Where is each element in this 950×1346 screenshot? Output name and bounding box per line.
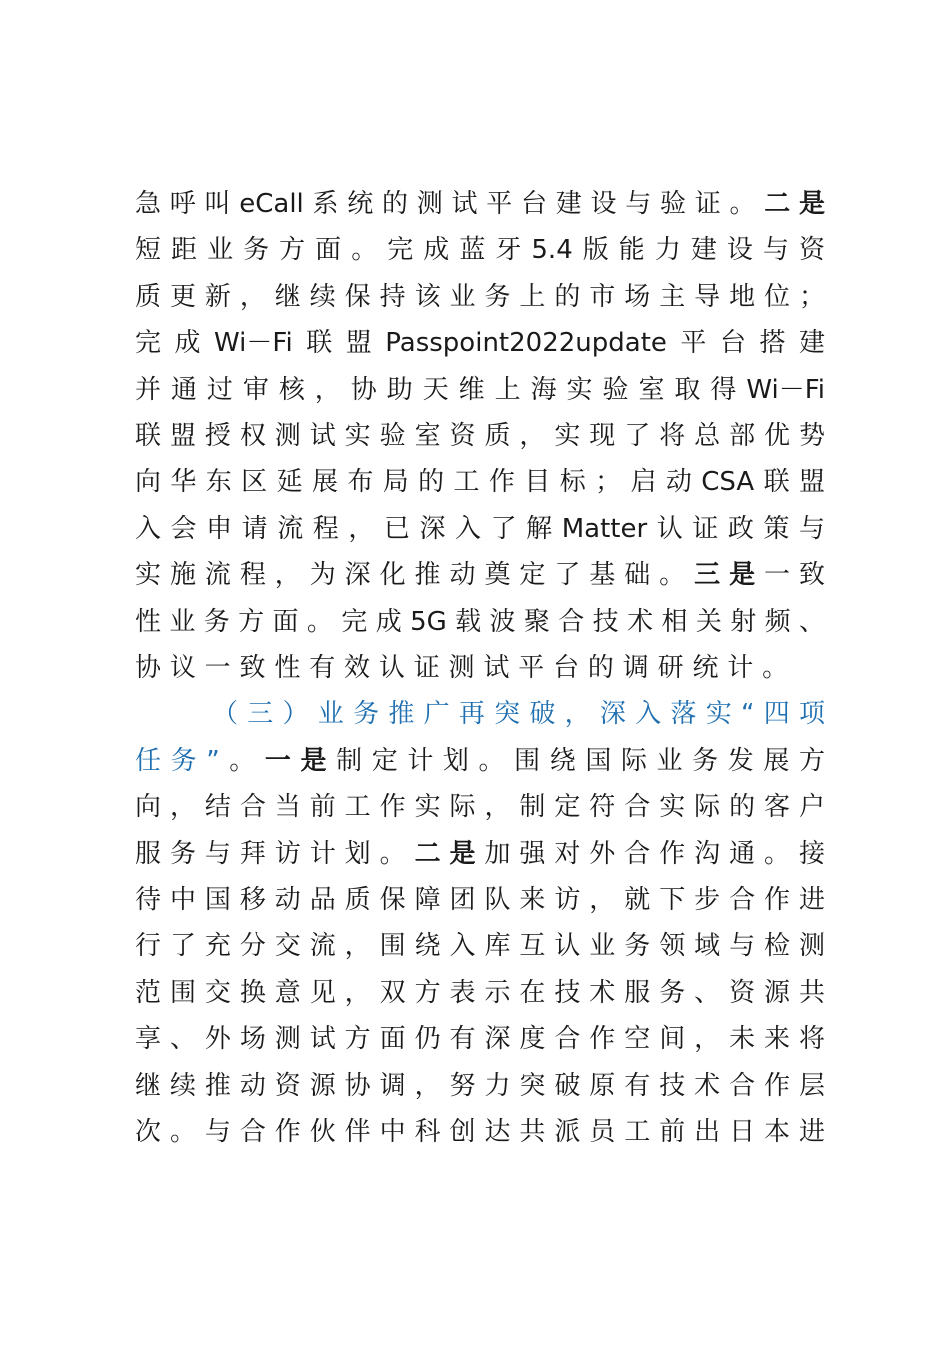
text-line [135,1019,825,1059]
text-line [212,694,825,734]
text-line [135,741,825,781]
text-line [135,602,825,642]
text-segment: 入会申请流程，已深入了解Matter认证政策与 [135,514,825,544]
text-line [135,509,825,549]
text-line [135,880,825,920]
text-line [135,462,825,502]
text-segment: 急呼叫eCall系统的测试平台建设与验证。 [135,189,765,219]
text-line [135,323,825,363]
section-heading: 任务” [135,746,220,776]
text-line [135,370,825,410]
text-segment: 联盟授权测试实验室资质，实现了将总部优势 [135,421,825,451]
text-segment: 服务与拜访计划。 [135,839,415,869]
text-segment: 加强对外合作沟通。接 [484,839,825,869]
text-line [135,926,825,966]
text-segment: 继续推动资源协调，努力突破原有技术合作层 [135,1071,825,1101]
text-segment: 享、外场测试方面仍有深度合作空间，未来将 [135,1024,825,1054]
text-segment: 性业务方面。完成5G载波聚合技术相关射频、 [135,607,825,637]
text-line [135,230,825,270]
section-heading: （三）业务推广再突破，深入落实“四项 [212,699,825,729]
text-segment: 完成Wi－Fi联盟Passpoint2022update平台搭建 [135,328,825,358]
text-line [135,787,825,827]
text-line [135,416,825,456]
text-line [135,277,825,317]
text-line [135,1112,825,1152]
text-line [135,555,825,595]
text-segment: 。 [219,746,265,776]
bold-keyword: 二是 [414,839,485,869]
text-segment: 并通过审核，协助天维上海实验室取得Wi－Fi [135,375,825,405]
text-segment: 短距业务方面。完成蓝牙5.4版能力建设与资 [135,235,825,265]
text-line [135,1066,825,1106]
bold-keyword: 三是 [694,560,765,590]
text-line [135,973,825,1013]
text-segment: 向华东区延展布局的工作目标；启动CSA联盟 [135,467,825,497]
text-line [135,184,825,224]
text-segment: 制定计划。围绕国际业务发展方 [336,746,825,776]
text-segment: 范围交换意见，双方表示在技术服务、资源共 [135,978,825,1008]
text-segment: 待中国移动品质保障团队来访，就下步合作进 [135,885,825,915]
text-segment: 质更新，继续保持该业务上的市场主导地位； [135,282,825,312]
text-segment: 一致 [764,560,825,590]
text-segment: 向，结合当前工作实际，制定符合实际的客户 [135,792,825,822]
text-line [135,648,825,688]
text-segment: 次。与合作伙伴中科创达共派员工前出日本进 [135,1117,825,1147]
text-segment: 实施流程，为深化推动奠定了基础。 [135,560,695,590]
bold-keyword: 一是 [264,746,337,776]
text-line [135,834,825,874]
text-segment: 行了充分交流，围绕入库互认业务领域与检测 [135,931,825,961]
text-segment: 协议一致性有效认证测试平台的调研统计。 [135,653,797,683]
bold-keyword: 二是 [764,189,825,219]
